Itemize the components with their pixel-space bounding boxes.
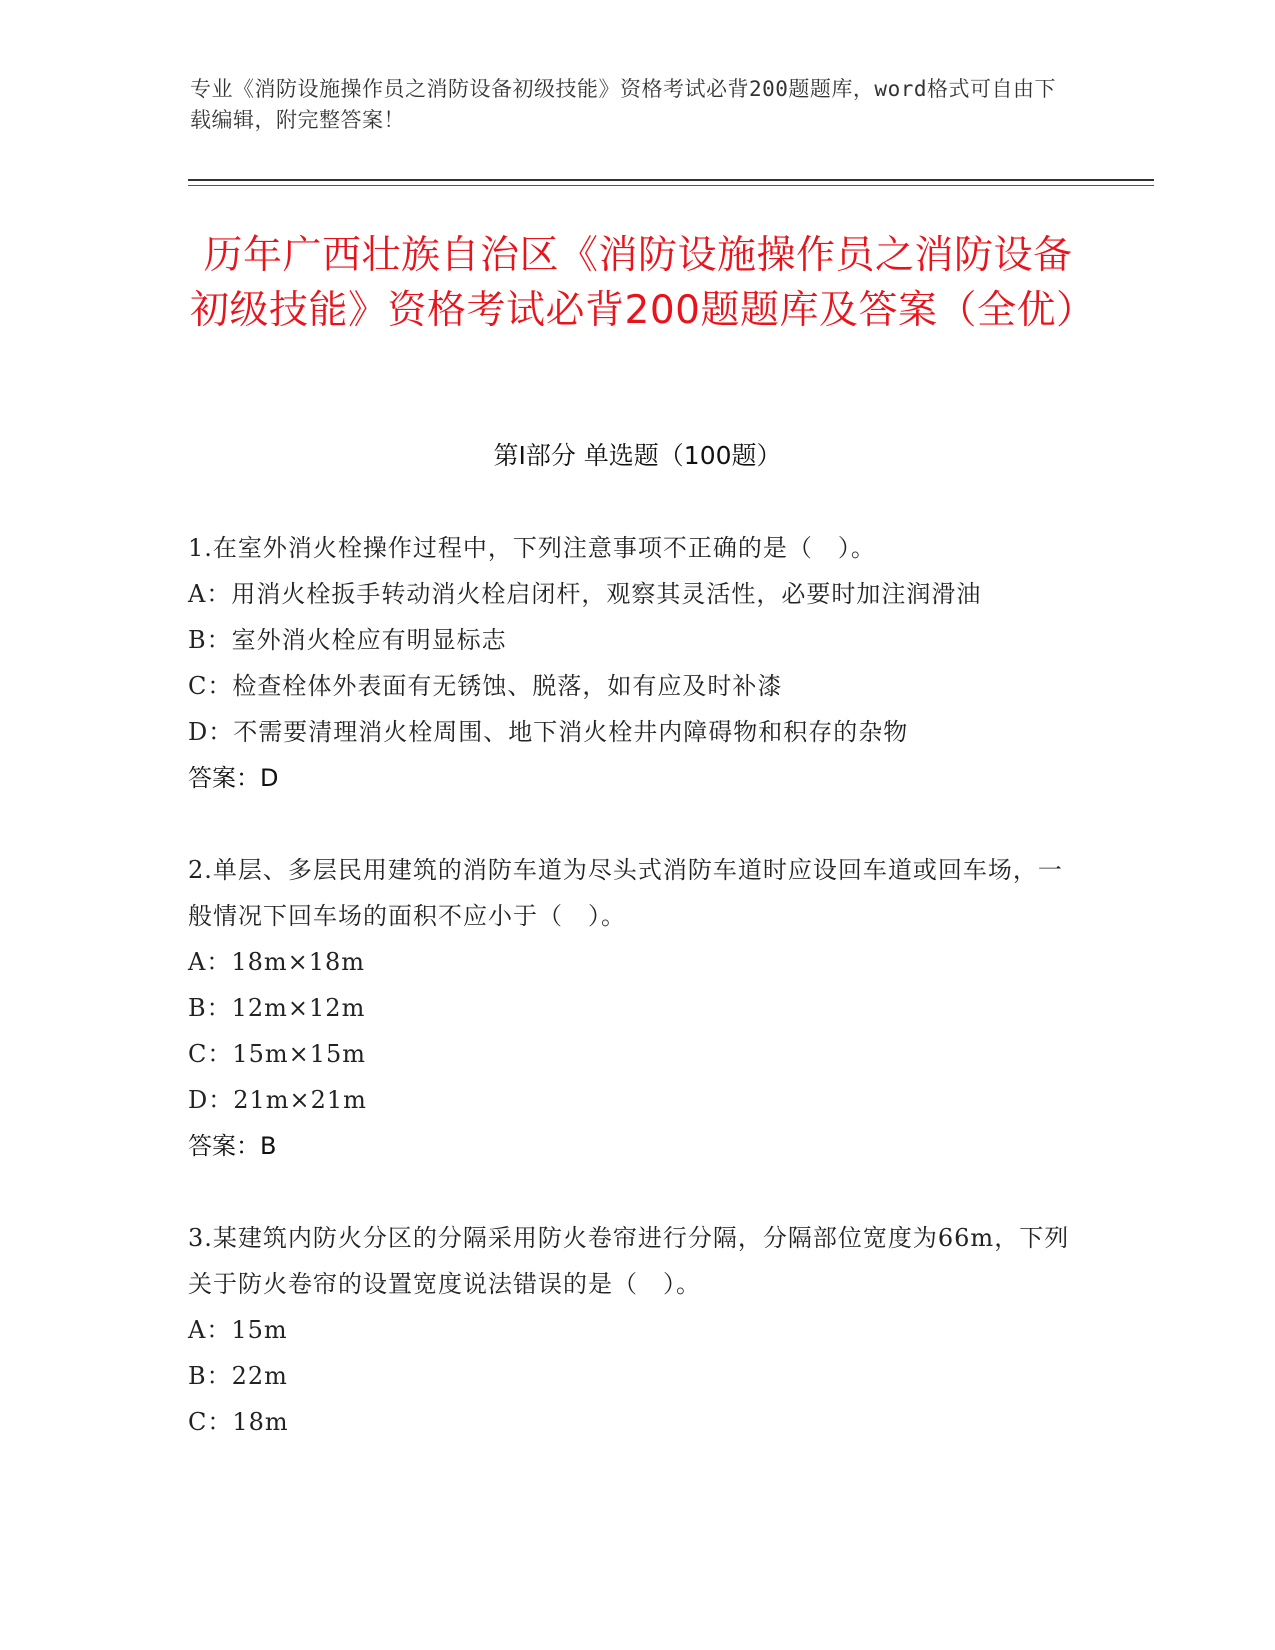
option-a: A：15m bbox=[188, 1316, 288, 1344]
question-stem: 2.单层、多层民用建筑的消防车道为尽头式消防车道时应设回车道或回车场，一般情况下回车场的面积不应小于（ ）。 bbox=[188, 856, 1063, 930]
header-divider-thick bbox=[188, 179, 1154, 181]
option-b: B：室外消火栓应有明显标志 bbox=[188, 626, 507, 654]
section-heading: 第I部分 单选题（100题） bbox=[493, 441, 782, 470]
option-c: C：18m bbox=[188, 1408, 289, 1436]
question-list bbox=[188, 525, 1078, 1491]
option-a: A：18m×18m bbox=[188, 948, 366, 976]
option-a: A：用消火栓扳手转动消火栓启闭杆，观察其灵活性，必要时加注润滑油 bbox=[188, 580, 982, 608]
option-d: D：不需要清理消火栓周围、地下消火栓井内障碍物和积存的杂物 bbox=[188, 718, 909, 746]
answer-line: 答案：B bbox=[188, 1132, 277, 1160]
question-stem: 3.某建筑内防火分区的分隔采用防火卷帘进行分隔，分隔部位宽度为66m，下列关于防火卷帘的设置宽度说法错误的是（ ）。 bbox=[188, 1224, 1070, 1298]
document-title: 历年广西壮族自治区《消防设施操作员之消防设备初级技能》资格考试必背200题题库及答案（全优） bbox=[190, 233, 1096, 333]
header-note: 专业《消防设施操作员之消防设备初级技能》资格考试必背200题题库，word格式可自由下载编辑，附完整答案！ bbox=[190, 77, 1056, 132]
option-c: C：检查栓体外表面有无锈蚀、脱落，如有应及时补漆 bbox=[188, 672, 783, 700]
header-divider-thin bbox=[188, 185, 1154, 186]
option-d: D：21m×21m bbox=[188, 1086, 367, 1114]
option-b: B：12m×12m bbox=[188, 994, 366, 1022]
question-2 bbox=[188, 847, 1078, 1169]
question-3 bbox=[188, 1215, 1078, 1445]
question-1 bbox=[188, 525, 1078, 801]
answer-line: 答案：D bbox=[188, 764, 279, 792]
option-c: C：15m×15m bbox=[188, 1040, 367, 1068]
option-b: B：22m bbox=[188, 1362, 288, 1390]
question-stem: 1.在室外消火栓操作过程中，下列注意事项不正确的是（ ）。 bbox=[188, 534, 876, 562]
